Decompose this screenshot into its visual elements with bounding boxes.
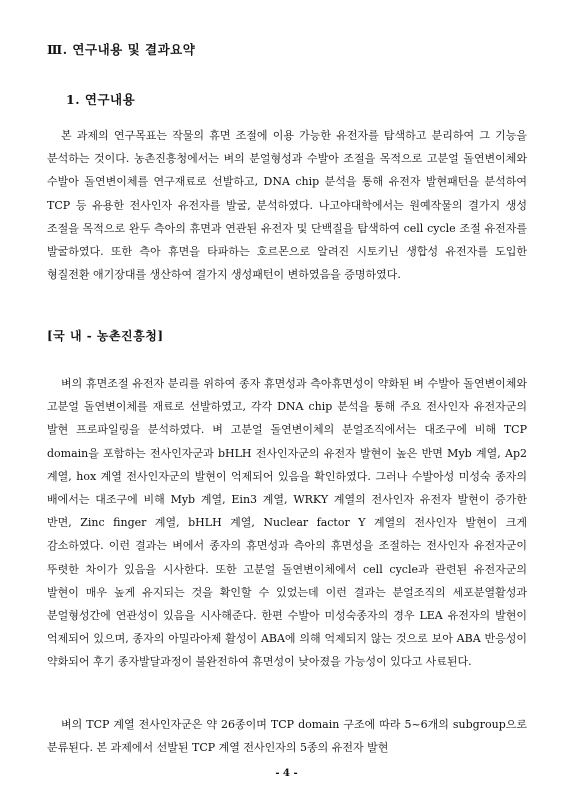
rda-paragraph-text: 벼의 휴면조절 유전자 분리를 위하여 종자 휴면성과 측아휴면성이 약화된 벼 수발아 돌연변이체와 고분얼 돌연변이체를 재료로 선발하였고, 각각 DNA chip 분석을 통해 주요 전사인자 유전자군의 발현 프로파일링을 분석하였다. 벼 고분얼 돌연변이체의 분얼조직에서는 대조구에 비해 TCP domain을 포함하는 전사인자군과 bHLH 전사인자군의 유전자 발현이 높은 반면 Myb 계열, Ap2 계열, hox 계열 전사인자군의 발현이 억제되어 있음을 확인하였다. 그러나 수발아성 미성숙 종자의 배에서는 대조구에 비해 Myb 계열, Ein3 계열, WRKY 계열의 전사인자 유전자 발현이 증가한 반면, Zinc finger 계열, bHLH 계열, Nuclear factor Y 계열의 전사인자 발현이 크게 감소하였다. 이런 결과는 벼에서 종자의 휴면성과 측아의 휴면성을 조절하는 전사인자 유전자군이 뚜렷한 차이가 있음을 시사한다. 또한 고분얼 돌연변이체에서 cell cycle과 관련된 유전자군의 발현이 매우 높게 유지되는 것을 확인할 수 있었는데 이런 결과는 분얼조직의 세포분열활성과 분얼형성간에 연관성이 있음을 시사해준다. 한편 수발아 미성숙종자의 경우 LEA 유전자의 발현이 억제되어 있으며, 종자의 아밀라아제 활성이 ABA에 의해 억제되지 않는 것으로 보아 ABA 반응성이 약화되어 후기 종자발달과정이 불완전하여 휴면성이 낮아졌을 가능성이 있다고 사료된다. [47,377,527,669]
intro-paragraph [47,124,527,286]
section-heading: 1. 연구내용 [66,92,136,107]
tcp-paragraph-text: 벼의 TCP 계열 전사인자군은 약 26종이며 TCP domain 구조에 따라 5~6개의 subgroup으로 분류된다. 본 과제에서 선발된 TCP 계열 전사인자의 5종의 유전자 발현 [47,718,527,755]
rda-paragraph [47,372,527,674]
intro-paragraph-text: 본 과제의 연구목표는 작물의 휴면 조절에 이용 가능한 유전자를 탐색하고 분리하여 그 기능을 분석하는 것이다. 농촌진흥청에서는 벼의 분얼형성과 수발아 조절을 목적으로 고분얼 돌연변이체와 수발아 돌연변이체를 연구재료로 선발하고, DNA chip 분석을 통해 유전자 발현패턴을 분석하여 TCP 등 유용한 전사인자 유전자를 발굴, 분석하였다. 나고야대학에서는 원예작물의 결가지 생성 조절을 목적으로 완두 측아의 휴면과 연관된 유전자 및 단백질을 탐색하여 cell cycle 조절 유전자를 발굴하였다. 또한 측아 휴면을 타파하는 호르몬으로 알려진 시토키닌 생합성 유전자를 도입한 형질전환 애기장대를 생산하여 결가지 생성패턴이 변하였음을 증명하였다. [47,129,527,282]
chapter-heading: Ⅲ. 연구내용 및 결과요약 [47,42,196,57]
tcp-paragraph [47,713,527,759]
subsection-label: [국 내 - 농촌진흥청] [47,329,164,343]
page-number: - 4 - [275,768,298,779]
